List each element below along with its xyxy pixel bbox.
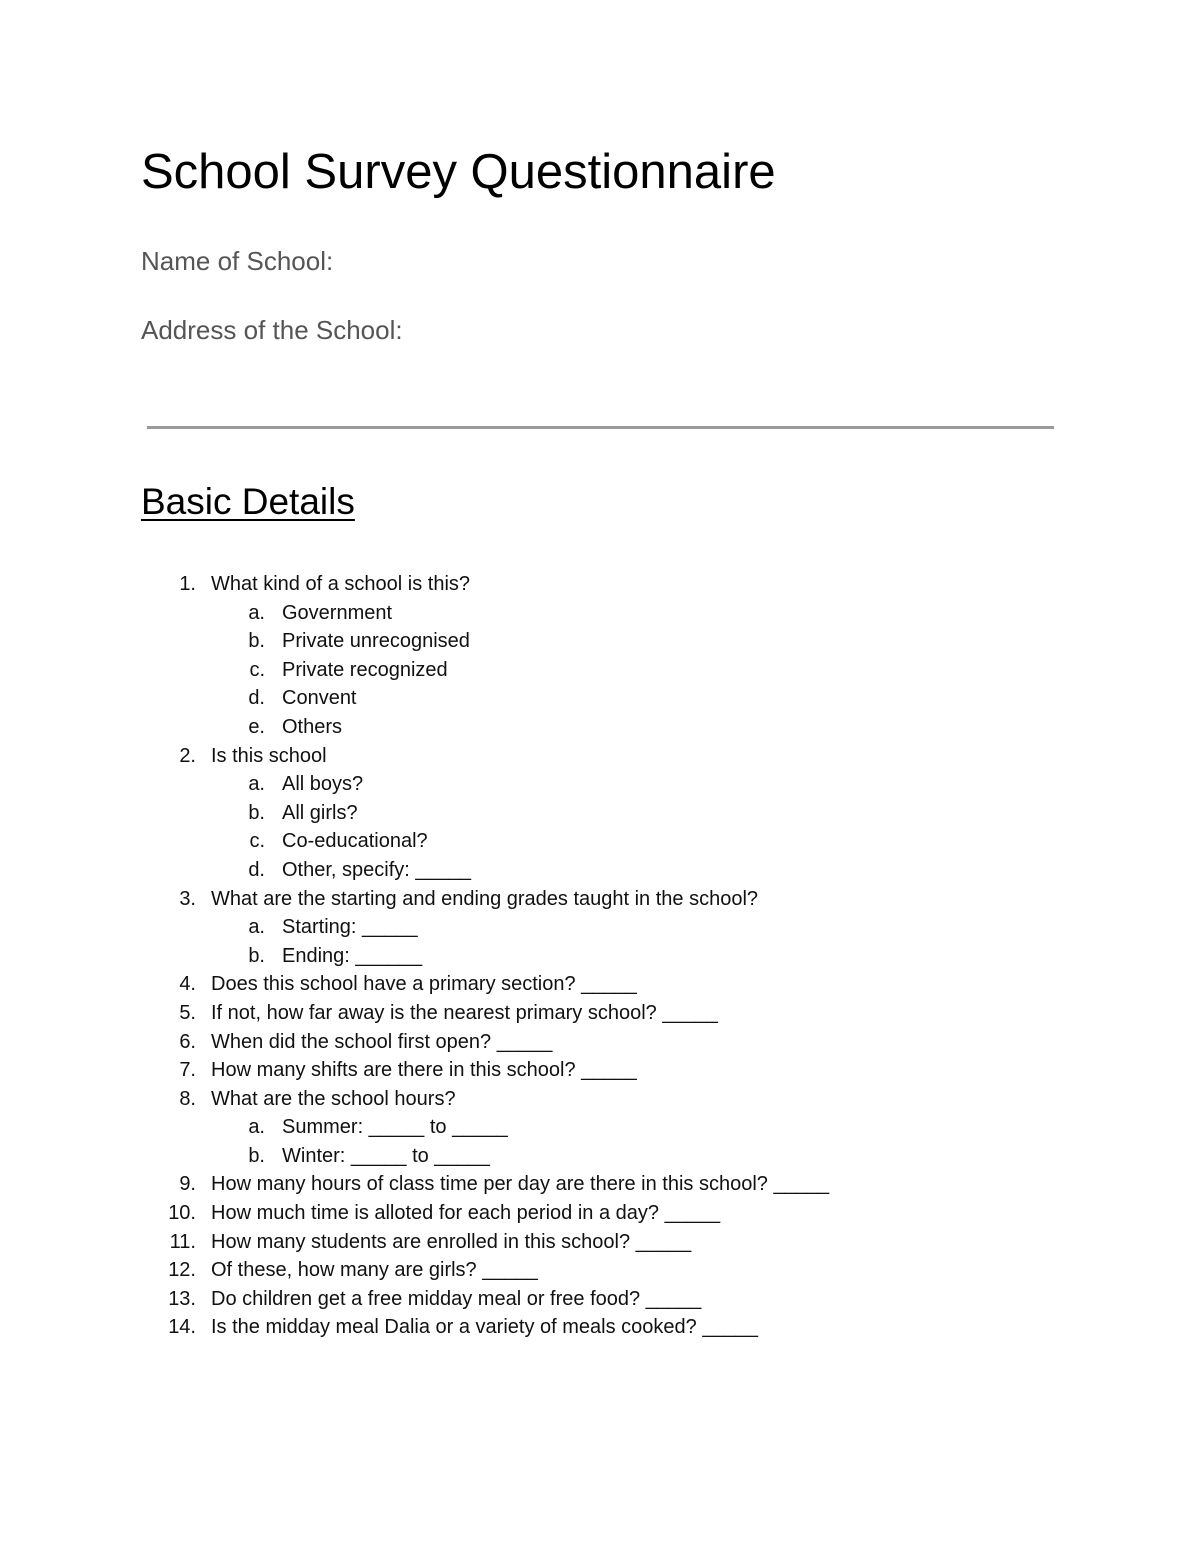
option-letter: b. bbox=[248, 944, 265, 967]
question-number: 10. bbox=[168, 1202, 196, 1225]
school-name-label: Name of School: bbox=[141, 246, 334, 276]
school-address-label: Address of the School: bbox=[141, 315, 403, 345]
question-number: 11. bbox=[169, 1230, 196, 1253]
section-heading-basic-details: Basic Details bbox=[141, 481, 355, 522]
question-number: 8. bbox=[179, 1087, 196, 1110]
option-letter: a. bbox=[248, 916, 265, 939]
answer-option bbox=[0, 799, 1200, 828]
answer-option bbox=[0, 1113, 1200, 1142]
option-letter: a. bbox=[248, 773, 265, 796]
question-list bbox=[0, 570, 1200, 1342]
question-text: What kind of a school is this? bbox=[211, 573, 471, 595]
question-text: When did the school first open? _____ bbox=[211, 1030, 553, 1053]
question-text: If not, how far away is the nearest primary school? _____ bbox=[211, 1001, 718, 1024]
question-number: 4. bbox=[179, 973, 196, 996]
question-text: What are the starting and ending grades taught in the school? bbox=[211, 887, 759, 910]
option-text: Government bbox=[282, 601, 393, 624]
option-letter: c. bbox=[249, 830, 265, 853]
question-item bbox=[0, 1228, 1200, 1257]
answer-option bbox=[0, 713, 1200, 742]
option-letter: e. bbox=[248, 715, 265, 738]
question-number: 7. bbox=[179, 1059, 196, 1082]
option-text: Convent bbox=[282, 687, 357, 710]
question-item bbox=[0, 1085, 1200, 1114]
question-item bbox=[0, 1285, 1200, 1314]
answer-option bbox=[0, 684, 1200, 713]
answer-option bbox=[0, 599, 1200, 628]
question-text: How many hours of class time per day are there in this school? _____ bbox=[211, 1173, 830, 1196]
answer-option bbox=[0, 656, 1200, 685]
question-number: 9. bbox=[179, 1173, 196, 1196]
question-item bbox=[0, 570, 1200, 599]
question-number: 14. bbox=[168, 1316, 196, 1339]
answer-option bbox=[0, 1142, 1200, 1171]
question-text: Does this school have a primary section? _____ bbox=[211, 973, 637, 996]
question-number: 13. bbox=[168, 1287, 196, 1310]
question-text: How many shifts are there in this school? _____ bbox=[211, 1059, 637, 1082]
question-number: 2. bbox=[179, 744, 196, 767]
option-letter: d. bbox=[248, 687, 265, 710]
question-text: Of these, how many are girls? _____ bbox=[211, 1259, 538, 1282]
question-item bbox=[0, 742, 1200, 771]
question-number: 12. bbox=[168, 1259, 196, 1282]
question-item bbox=[0, 1170, 1200, 1199]
answer-option bbox=[0, 770, 1200, 799]
answer-option bbox=[0, 856, 1200, 885]
option-letter: b. bbox=[248, 1144, 265, 1167]
option-text: Others bbox=[282, 715, 343, 738]
option-text: Private recognized bbox=[282, 658, 448, 681]
answer-option bbox=[0, 913, 1200, 942]
option-text: Private unrecognised bbox=[282, 630, 470, 653]
question-text: Is the midday meal Dalia or a variety of meals cooked? _____ bbox=[211, 1316, 758, 1339]
option-text: Starting: _____ bbox=[282, 916, 418, 939]
question-item bbox=[0, 1313, 1200, 1342]
option-text: Summer: _____ to _____ bbox=[282, 1116, 508, 1139]
question-number: 1. bbox=[179, 573, 196, 595]
question-text: Do children get a free midday meal or free food? _____ bbox=[211, 1287, 702, 1310]
option-letter: d. bbox=[248, 858, 265, 881]
option-letter: b. bbox=[248, 801, 265, 824]
question-item bbox=[0, 1028, 1200, 1057]
question-text: How much time is alloted for each period in a day? _____ bbox=[211, 1202, 721, 1225]
question-number: 3. bbox=[179, 887, 196, 910]
answer-option bbox=[0, 942, 1200, 971]
question-item bbox=[0, 970, 1200, 999]
page-title: School Survey Questionnaire bbox=[141, 145, 776, 199]
question-item bbox=[0, 885, 1200, 914]
question-item bbox=[0, 1199, 1200, 1228]
answer-option bbox=[0, 627, 1200, 656]
option-letter: a. bbox=[248, 1116, 265, 1139]
option-text: All boys? bbox=[282, 773, 364, 796]
option-text: Co-educational? bbox=[282, 830, 428, 853]
horizontal-divider bbox=[147, 426, 1054, 429]
question-number: 6. bbox=[179, 1030, 196, 1053]
question-number: 5. bbox=[179, 1001, 196, 1024]
option-letter: c. bbox=[249, 658, 265, 681]
option-text: Ending: ______ bbox=[282, 944, 423, 967]
question-item bbox=[0, 999, 1200, 1028]
option-text: All girls? bbox=[282, 801, 358, 824]
option-letter: b. bbox=[248, 630, 265, 653]
option-letter: a. bbox=[248, 601, 265, 624]
question-text: Is this school bbox=[211, 744, 327, 767]
question-text: How many students are enrolled in this school? _____ bbox=[211, 1230, 692, 1253]
question-item bbox=[0, 1056, 1200, 1085]
answer-option bbox=[0, 827, 1200, 856]
option-text: Winter: _____ to _____ bbox=[282, 1144, 490, 1167]
question-text: What are the school hours? bbox=[211, 1087, 456, 1110]
option-text: Other, specify: _____ bbox=[282, 858, 472, 881]
question-item bbox=[0, 1256, 1200, 1285]
